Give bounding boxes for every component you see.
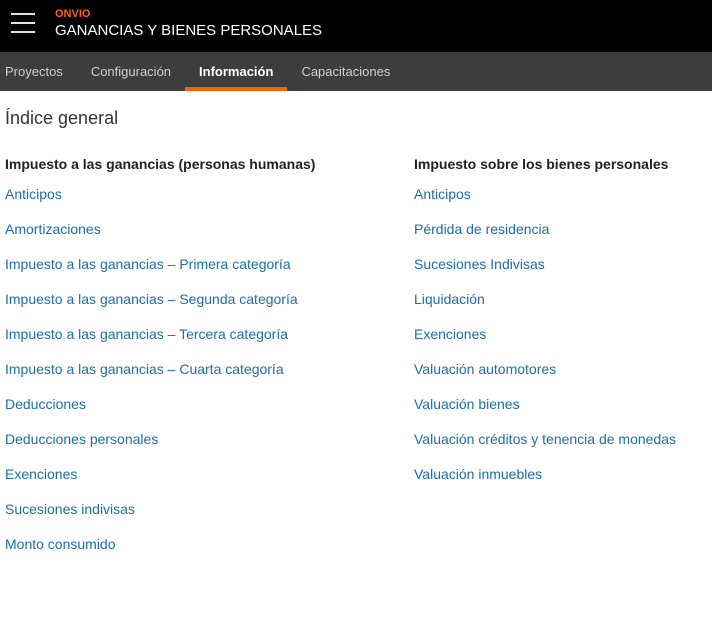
list-item [5, 184, 315, 204]
list-item [414, 464, 676, 484]
link-list-ganancias [5, 184, 315, 554]
list-item [5, 394, 315, 414]
list-item [5, 464, 315, 484]
list-item [414, 254, 676, 274]
list-item [5, 254, 315, 274]
link-bienes-sucesiones-indivisas[interactable]: Sucesiones Indivisas [414, 256, 545, 272]
link-ganancias-exenciones[interactable]: Exenciones [5, 466, 78, 482]
list-item [414, 429, 676, 449]
link-ganancias-sucesiones-indivisas[interactable]: Sucesiones indivisas [5, 501, 135, 517]
link-ganancias-cuarta-categoria[interactable]: Impuesto a las ganancias – Cuarta categoría [5, 361, 284, 377]
link-bienes-anticipos[interactable]: Anticipos [414, 186, 471, 202]
link-bienes-valuacion-creditos-monedas[interactable]: Valuación créditos y tenencia de monedas [414, 431, 677, 447]
link-bienes-perdida-de-residencia[interactable]: Pérdida de residencia [414, 221, 550, 237]
section-heading-bienes-personales: Impuesto sobre los bienes personales [414, 156, 669, 172]
link-ganancias-anticipos[interactable]: Anticipos [5, 186, 62, 202]
link-bienes-valuacion-automotores[interactable]: Valuación automotores [414, 361, 557, 377]
onvio-logo: ONVIO [55, 8, 91, 20]
link-bienes-valuacion-inmuebles[interactable]: Valuación inmuebles [414, 466, 543, 482]
link-list-bienes-personales [414, 184, 676, 484]
link-bienes-liquidacion[interactable]: Liquidación [414, 291, 485, 307]
list-item [5, 289, 315, 309]
list-item [414, 394, 676, 414]
list-item [414, 359, 676, 379]
link-ganancias-deducciones[interactable]: Deducciones [5, 396, 86, 412]
section-heading-ganancias: Impuesto a las ganancias (personas humanas) [5, 156, 316, 172]
tab-capacitaciones[interactable]: Capacitaciones [301, 64, 391, 79]
main-menu-button[interactable] [5, 5, 41, 41]
index-column-ganancias [5, 154, 315, 569]
app-title: GANANCIAS Y BIENES PERSONALES [55, 22, 323, 39]
link-ganancias-deducciones-personales[interactable]: Deducciones personales [5, 431, 159, 447]
tab-proyectos[interactable]: Proyectos [5, 64, 63, 79]
tab-configuracion[interactable]: Configuración [90, 64, 172, 79]
list-item [414, 219, 676, 239]
main-nav [0, 52, 712, 91]
hamburger-menu-icon [11, 13, 35, 33]
list-item [414, 324, 676, 344]
list-item [414, 289, 676, 309]
link-ganancias-segunda-categoria[interactable]: Impuesto a las ganancias – Segunda categoría [5, 291, 298, 307]
list-item [5, 324, 315, 344]
link-ganancias-amortizaciones[interactable]: Amortizaciones [5, 221, 101, 237]
list-item [5, 499, 315, 519]
link-ganancias-monto-consumido[interactable]: Monto consumido [5, 536, 116, 552]
list-item [5, 359, 315, 379]
list-item [414, 184, 676, 204]
link-ganancias-tercera-categoria[interactable]: Impuesto a las ganancias – Tercera categoría [5, 326, 289, 342]
app-header [0, 0, 712, 52]
link-ganancias-primera-categoria[interactable]: Impuesto a las ganancias – Primera categoría [5, 256, 291, 272]
index-column-bienes-personales [414, 154, 676, 499]
link-bienes-exenciones[interactable]: Exenciones [414, 326, 487, 342]
link-bienes-valuacion-bienes[interactable]: Valuación bienes [414, 396, 520, 412]
page-title: Índice general [5, 108, 119, 128]
tab-informacion[interactable]: Información [185, 52, 287, 91]
list-item [5, 534, 315, 554]
list-item [5, 219, 315, 239]
list-item [5, 429, 315, 449]
